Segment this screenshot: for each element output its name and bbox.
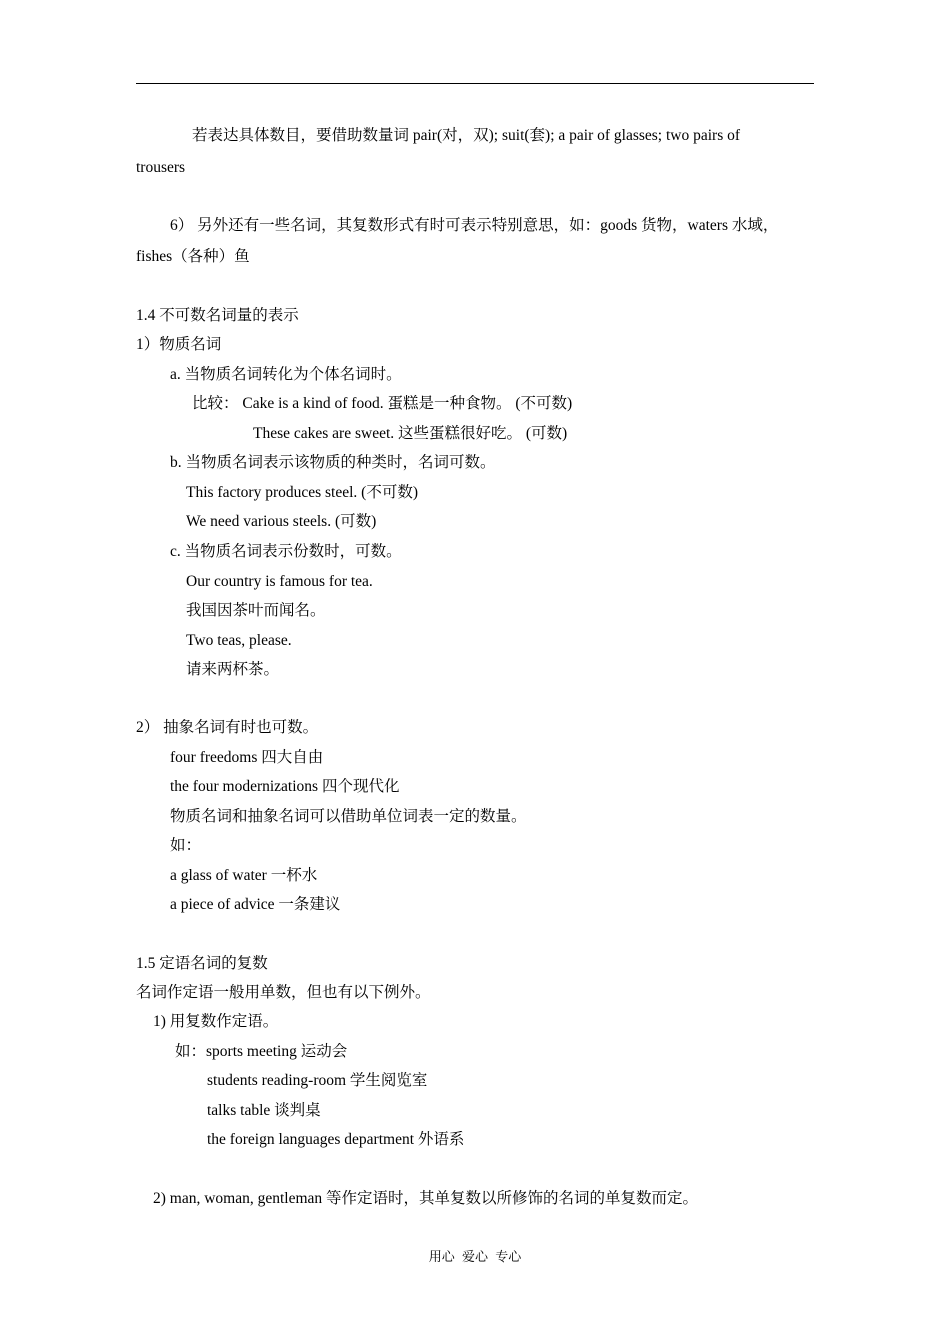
plural-attributive-example-3: talks table 谈判桌 (207, 1102, 321, 1119)
point-c-example-3: Two teas, please. (186, 632, 292, 649)
unit-words-such-as: 如： (170, 837, 202, 854)
man-woman-rule: 2) man, woman, gentleman 等作定语时，其单复数以所修饰的名词的单复数而定。 (153, 1190, 699, 1207)
point-c: c. 当物质名词表示份数时，可数。 (170, 543, 402, 560)
pair-intro-line2: trousers (136, 159, 186, 176)
section-1-5-intro: 名词作定语一般用单数，但也有以下例外。 (136, 984, 431, 1001)
section-1-4-heading: 1.4 不可数名词量的表示 (136, 307, 299, 324)
section-1-5-heading: 1.5 定语名词的复数 (136, 955, 268, 972)
plural-attributive-example-1: 如：sports meeting 运动会 (175, 1043, 348, 1060)
point-a: a. 当物质名词转化为个体名词时。 (170, 366, 402, 383)
point-b-example-1: This factory produces steel. (不可数) (186, 484, 419, 501)
item-6-line2: fishes（各种）鱼 (136, 248, 250, 265)
point-a-example-2: These cakes are sweet. 这些蛋糕很好吃。 (可数) (253, 425, 568, 442)
plural-attributive-heading: 1) 用复数作定语。 (153, 1013, 279, 1030)
item-6-line1: 6） 另外还有一些名词，其复数形式有时可表示特别意思，如：goods 货物，waters 水域， (170, 217, 779, 234)
page-footer: 用心 爱心 专心 (428, 1249, 522, 1264)
abstract-nouns-heading: 2） 抽象名词有时也可数。 (136, 719, 319, 736)
point-c-example-1: Our country is famous for tea. (186, 573, 373, 590)
point-c-example-4: 请来两杯茶。 (186, 661, 280, 678)
point-c-example-2: 我国因茶叶而闻名。 (186, 602, 326, 619)
unit-words-example-1: a glass of water 一杯水 (170, 867, 318, 884)
point-b-example-2: We need various steels. (可数) (186, 513, 377, 530)
point-b: b. 当物质名词表示该物质的种类时，名词可数。 (170, 454, 496, 471)
unit-words-note: 物质名词和抽象名词可以借助单位词表一定的数量。 (170, 808, 527, 825)
material-nouns-heading: 1）物质名词 (136, 336, 222, 353)
header-rule (136, 83, 814, 84)
plural-attributive-example-2: students reading-room 学生阅览室 (207, 1072, 428, 1089)
plural-attributive-example-4: the foreign languages department 外语系 (207, 1131, 465, 1148)
point-a-example-1: 比较： Cake is a kind of food. 蛋糕是一种食物。 (不可数) (192, 395, 573, 412)
abstract-example-2: the four modernizations 四个现代化 (170, 778, 400, 795)
unit-words-example-2: a piece of advice 一条建议 (170, 896, 341, 913)
abstract-example-1: four freedoms 四大自由 (170, 749, 324, 766)
pair-intro-line1: 若表达具体数目，要借助数量词 pair(对，双); suit(套); a pair of glasses; two pairs of (192, 127, 741, 144)
